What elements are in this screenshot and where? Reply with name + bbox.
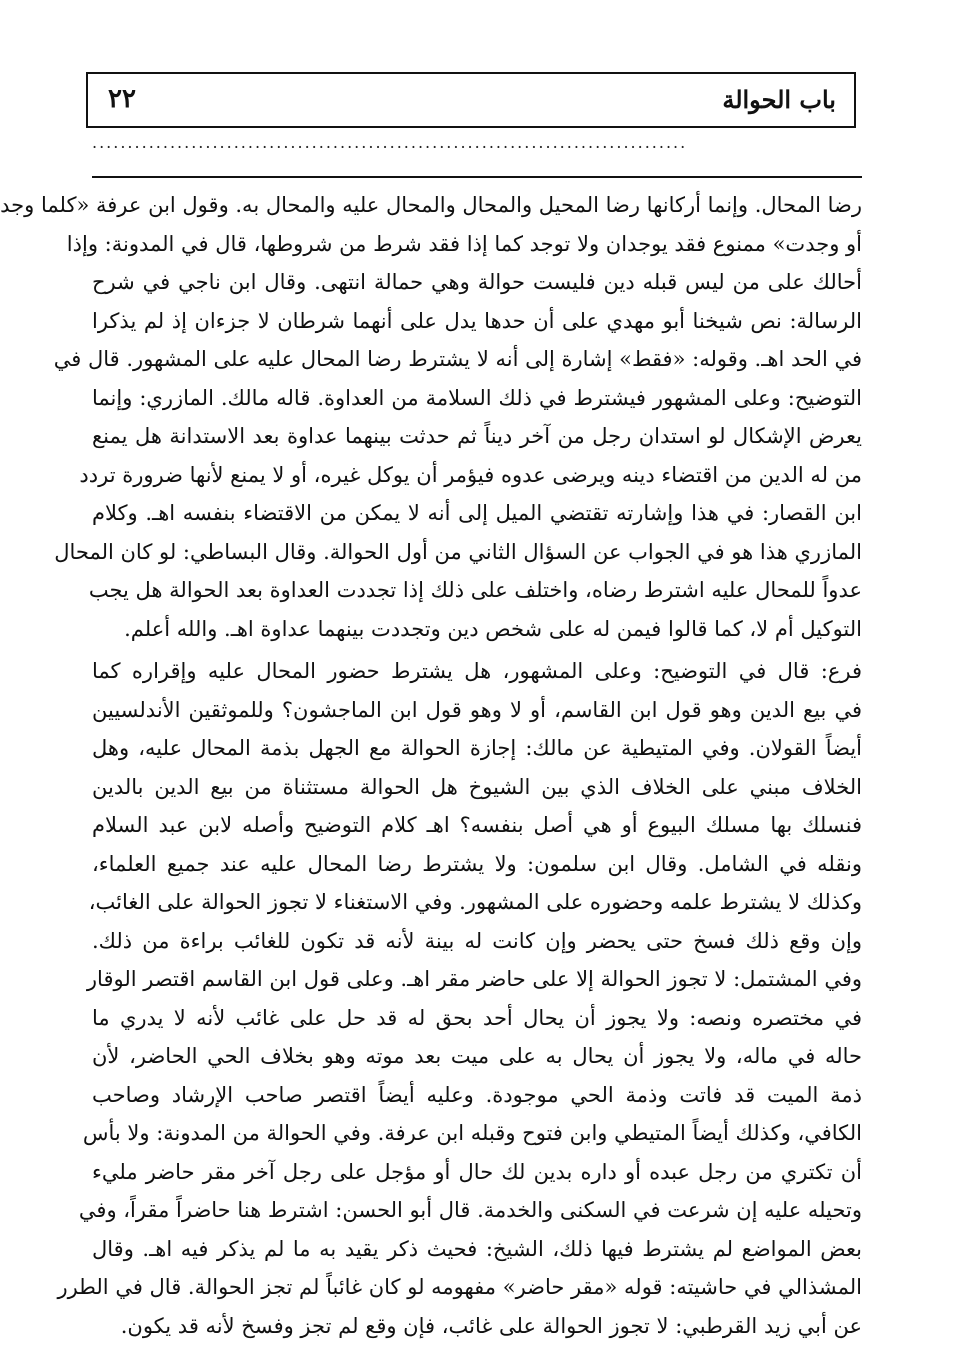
text-line: أو وجدت» ممنوع فقد يوجدان ولا توجد كما إذا فقد شرط من شروطها، قال في المدونة: وإذا <box>66 231 862 256</box>
text-line: الرسالة: نص شيخنا أبو مهدي على أن حدها يدل على أنهما شرطان لا جزءان إذ لم يذكرا <box>92 308 862 333</box>
text-line: عن أبي زيد القرطبي: لا تجوز الحوالة على غائب، فإن وقع لم تجز وفسخ لأنه قد يكون. <box>120 1313 862 1338</box>
text-line: في مختصره ونصه: ولا يجوز أن يحال أحد بحق له قد حل على غائب لأنه لا يدري ما <box>92 1005 862 1030</box>
text-line: الخلاف مبني على الخلاف الذي بين الشيوخ هل الحوالة مستثناة من بيع الدين بالدين <box>92 774 862 799</box>
text-line: وإن وقع ذلك فسخ حتى يحضر وإن كانت له بينة لأنه قد تكون للغائب براءة من ذلك. <box>92 928 862 953</box>
header-rule <box>92 176 862 178</box>
text-line: في بيع الدين وهو قول ابن القاسم، أو لا وهو قول ابن الماجشون؟ وللموثقين الأندلسيين <box>92 697 862 722</box>
text-line: المشذالي في حاشيته: قوله «مقر حاضر» مفهومه لو كان غائباً لم تجز الحوالة. قال في الطرر <box>57 1275 862 1299</box>
text-line: التوكيل أم لا، كما قالوا فيمن له على شخص دين وتجددت بينهما عداوة اهـ. والله أعلم. <box>124 616 862 641</box>
text-line: من له الدين من اقتضاء دينه ويرضى عدوه فيؤمر أن يوكل غيره، أو لا يمنع لأنها ضرورة تردد <box>79 462 862 487</box>
text-line: وفي المشتمل: لا تجوز الحوالة إلا على حاضر مقر اهـ. وعلى قول ابن القاسم اقتصر الوقار <box>86 967 862 991</box>
text-line: ونقله في الشامل. وقال ابن سلمون: ولا يشترط رضا المحال عليه عند جميع العلماء، <box>92 851 862 876</box>
paragraph-2 <box>57 652 863 1345</box>
text-line: رضا المحال. وإنما أركانها رضا المحيل والمحال والمحال عليه والمحال به. وقول ابن عرفة «كلما وجد <box>0 193 862 217</box>
page-header <box>86 72 856 128</box>
text-line: الكافي، وكذلك أيضاً المتيطي وابن فتوح وقبله ابن عرفة. وفي الحوالة من المدونة: ولا بأس <box>82 1121 862 1145</box>
paragraph-1 <box>0 186 862 648</box>
text-line: فنسلك بها مسلك البيوع أو هي أصل بنفسه؟ اهـ كلام التوضيح وأصله لابن عبد السلام <box>92 813 862 837</box>
text-line: وتحيله عليه إن شرعت في السكنى والخدمة. قال أبو الحسن: اشترط هنا حاضراً مقراً، وفي <box>78 1198 862 1222</box>
dotted-separator: .................................................................................... <box>92 133 688 152</box>
text-line: التوضيح: وعلى المشهور فيشترط في ذلك السلامة من العداوة. قاله مالك. المازري: وإنما <box>92 385 862 410</box>
text-line: فرع: قال في التوضيح: وعلى المشهور، هل يشترط حضور المحال عليه وإقراره كما <box>92 659 862 683</box>
text-line: أحالك على من ليس قبله دين فليست حوالة وهي حمالة انتهى. وقال ابن ناجي في شرح <box>92 270 862 294</box>
text-line: عدواً للمحال عليه اشترط رضاه، واختلف على ذلك إذا تجددت العداوة بعد الحوالة هل يجب <box>88 578 862 602</box>
text-line: حاله في ماله، ولا يجوز أن يحال به على ميت بعد موته وهو بخلاف الحي الحاضر، لأن <box>92 1044 862 1068</box>
text-line: وكذلك لا يشترط علمه وحضوره على المشهور. وفي الاستغناء لا تجوز الحوالة على الغائب، <box>88 890 862 914</box>
text-line: ابن القصار: في هذا وإشارته تقتضي الميل إلى أنه لا يمكن من الاقتضاء بنفسه اهـ. وكلام <box>92 501 862 525</box>
text-line: بعض المواضع لم يشترط فيها ذلك، الشيخ: فحيث ذكر يقيد به ما لم يذكر فيه اهـ. وقال <box>92 1236 862 1261</box>
text-line: ذمة الميت قد فاتت وذمة الحي موجودة. وعليه أيضاً اقتصر صاحب الإرشاد وصاحب <box>92 1082 862 1107</box>
page-number: ٢٢ <box>108 84 136 114</box>
text-line: أن تكتري من رجل عبده أو داره بدين لك حال أو مؤجل على رجل آخر مقر حاضر مليء <box>92 1159 862 1184</box>
text-line: أيضاً القولان. وفي المتيطية عن مالك: إجازة الحوالة مع الجهل بذمة المحال عليه، وهل <box>92 736 863 760</box>
text-line: المازري هذا هو في الجواب عن السؤال الثاني من أول الحوالة. وقال البساطي: لو كان المحال <box>54 539 862 564</box>
text-line: في الحد اهـ. وقوله: «فقط» إشارة إلى أنه لا يشترط رضا المحال عليه على المشهور. قال في <box>53 347 862 371</box>
text-line: يعرض الإشكال لو استدان رجل من آخر ديناً ثم حدثت بينهما عداوة بعد الاستدانة هل يمنع <box>92 424 862 448</box>
chapter-title: باب الحوالة <box>722 85 836 114</box>
